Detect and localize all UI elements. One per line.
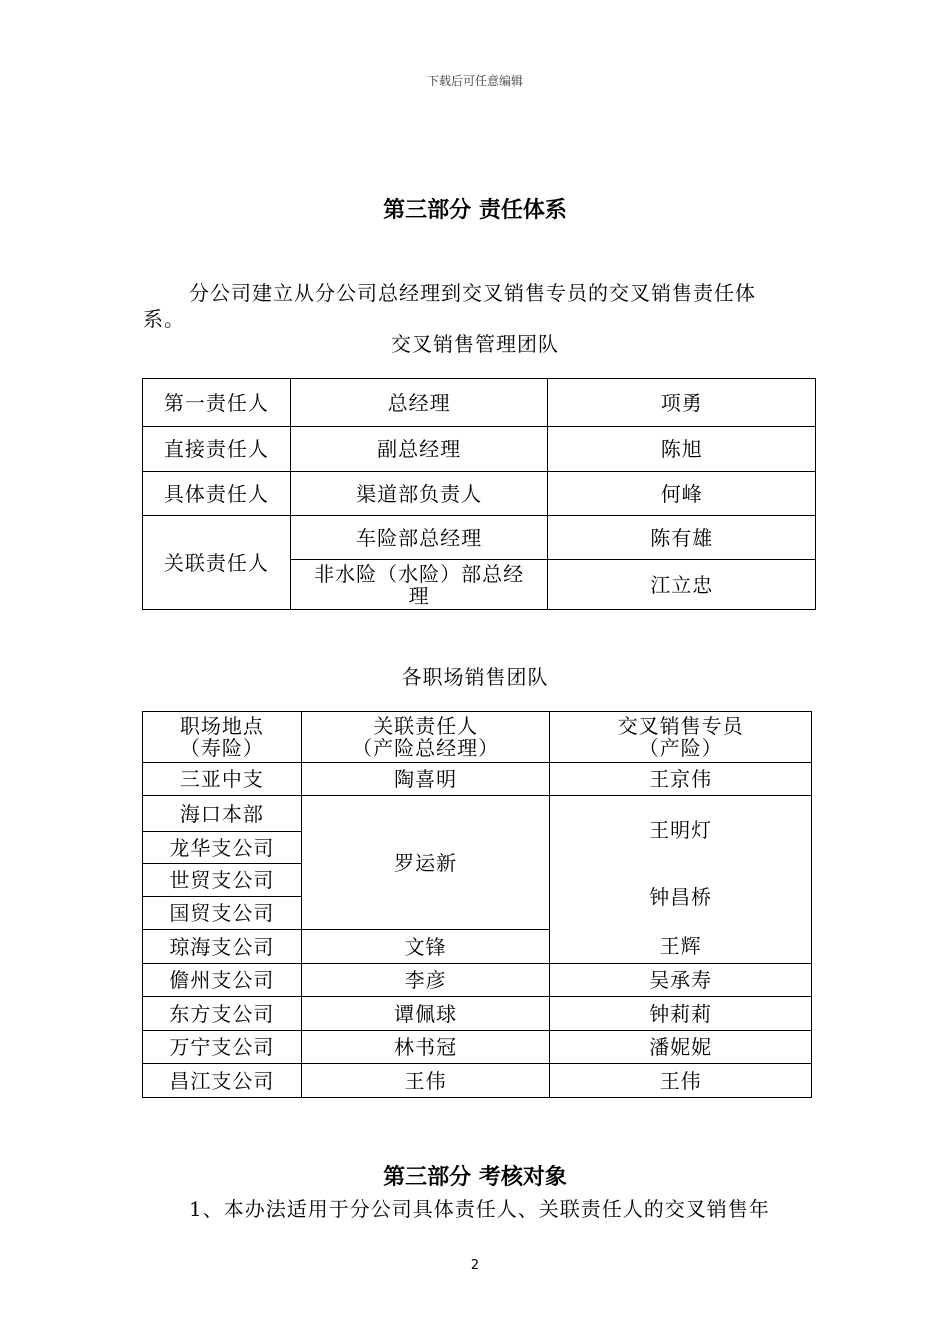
manager-cell: 林书冠 bbox=[301, 1031, 550, 1064]
manager-cell: 谭佩球 bbox=[301, 997, 550, 1031]
position-cell: 渠道部负责人 bbox=[290, 472, 548, 516]
intro-paragraph-line2: 系。 bbox=[143, 307, 185, 331]
table-row bbox=[143, 379, 816, 427]
section-title-assessment: 第三部分 考核对象 bbox=[383, 1165, 567, 1190]
name-cell: 陈有雄 bbox=[548, 516, 816, 560]
name-cell: 江立忠 bbox=[548, 560, 816, 610]
table-row bbox=[143, 427, 816, 472]
position-cell: 副总经理 bbox=[290, 427, 548, 472]
header-manager-line2: （产险总经理） bbox=[352, 736, 500, 760]
header-location bbox=[143, 712, 302, 763]
manager-cell: 文锋 bbox=[301, 930, 550, 964]
table-row bbox=[143, 472, 816, 516]
assessment-paragraph-line1: 1、本办法适用于分公司具体责任人、关联责任人的交叉销售年 bbox=[189, 1197, 770, 1221]
manager-cell: 罗运新 bbox=[301, 796, 550, 930]
location-cell: 三亚中支 bbox=[143, 763, 302, 796]
position-line1: 非水险（水险）部总经 bbox=[314, 561, 525, 586]
section-title-responsibility: 第三部分 责任体系 bbox=[383, 198, 567, 223]
name-cell: 项勇 bbox=[548, 379, 816, 427]
sales-team-table bbox=[142, 711, 812, 1098]
table-header-row bbox=[143, 712, 812, 763]
name-cell: 陈旭 bbox=[548, 427, 816, 472]
table-row bbox=[143, 516, 816, 560]
role-cell: 关联责任人 bbox=[143, 516, 291, 610]
management-team-caption: 交叉销售管理团队 bbox=[391, 332, 559, 356]
location-cell: 万宁支公司 bbox=[143, 1031, 302, 1064]
role-cell: 第一责任人 bbox=[143, 379, 291, 427]
manager-cell: 陶喜明 bbox=[301, 763, 550, 796]
specialist-cell-group bbox=[550, 796, 812, 964]
header-location-line1: 职场地点 bbox=[179, 714, 264, 738]
specialist-cell: 吴承寿 bbox=[550, 964, 812, 997]
position-cell: 总经理 bbox=[290, 379, 548, 427]
table-row bbox=[143, 1064, 812, 1098]
location-cell: 海口本部 bbox=[143, 796, 302, 832]
specialist-cell: 钟莉莉 bbox=[550, 997, 812, 1031]
role-cell: 具体责任人 bbox=[143, 472, 291, 516]
specialist-name: 钟昌桥 bbox=[649, 885, 713, 909]
location-cell: 龙华支公司 bbox=[143, 832, 302, 864]
header-note: 下载后可任意编辑 bbox=[426, 74, 523, 88]
header-specialist-line2: （产险） bbox=[638, 736, 723, 760]
position-cell bbox=[290, 560, 548, 610]
location-cell: 儋州支公司 bbox=[143, 964, 302, 997]
header-specialist-line1: 交叉销售专员 bbox=[617, 714, 744, 738]
position-line2: 理 bbox=[408, 583, 430, 608]
role-cell: 直接责任人 bbox=[143, 427, 291, 472]
location-cell: 昌江支公司 bbox=[143, 1064, 302, 1098]
management-team-table bbox=[142, 378, 816, 610]
specialist-cell: 潘妮妮 bbox=[550, 1031, 812, 1064]
sales-team-caption: 各职场销售团队 bbox=[401, 665, 549, 689]
position-cell: 车险部总经理 bbox=[290, 516, 548, 560]
manager-cell: 李彦 bbox=[301, 964, 550, 997]
page-number: 2 bbox=[470, 1258, 480, 1273]
table-row bbox=[143, 997, 812, 1031]
table-row bbox=[143, 964, 812, 997]
specialist-cell: 王京伟 bbox=[550, 763, 812, 796]
table-row bbox=[143, 763, 812, 796]
specialist-cell: 王伟 bbox=[550, 1064, 812, 1098]
table-row bbox=[143, 1031, 812, 1064]
header-manager bbox=[301, 712, 550, 763]
specialist-name: 王辉 bbox=[659, 934, 702, 958]
header-specialist bbox=[550, 712, 812, 763]
manager-cell: 王伟 bbox=[301, 1064, 550, 1098]
location-cell: 国贸支公司 bbox=[143, 897, 302, 930]
name-cell: 何峰 bbox=[548, 472, 816, 516]
header-manager-line1: 关联责任人 bbox=[373, 714, 479, 738]
intro-paragraph-line1: 分公司建立从分公司总经理到交叉销售专员的交叉销售责任体 bbox=[189, 281, 756, 305]
location-cell: 世贸支公司 bbox=[143, 864, 302, 897]
location-cell: 琼海支公司 bbox=[143, 930, 302, 964]
header-location-line2: （寿险） bbox=[179, 736, 264, 760]
specialist-name: 王明灯 bbox=[649, 818, 713, 842]
location-cell: 东方支公司 bbox=[143, 997, 302, 1031]
table-row bbox=[143, 796, 812, 832]
